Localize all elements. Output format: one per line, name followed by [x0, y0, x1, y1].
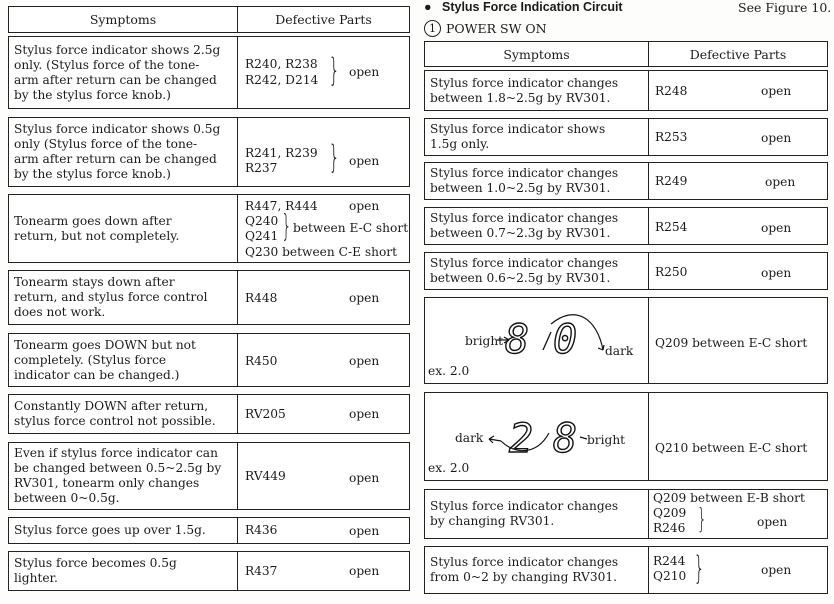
defective-parts-header: Defective Parts — [689, 46, 787, 62]
status-text: open — [349, 199, 380, 213]
parts-text: R241, R239 — [245, 146, 318, 160]
right-row-3 — [424, 162, 828, 200]
parts-text: RV205 — [245, 407, 286, 421]
symptom-text: Stylus force goes up over 1.5g. — [9, 518, 238, 543]
parts-text: Q209 between E-B short — [653, 491, 805, 505]
diagram-label-right: dark — [605, 344, 634, 358]
left-row-9 — [8, 551, 410, 591]
symptom-text: Even if stylus force indicator can be changed between 0.5~2.5g by RV301, tonearm only changes between 0~0.5g. — [9, 443, 238, 509]
seven-segment-digit: 2 — [509, 416, 534, 462]
right-row-8 — [424, 489, 828, 539]
status-text: open — [349, 564, 380, 578]
status-text: open — [349, 291, 380, 305]
parts-text: R237 — [245, 161, 278, 175]
symptom-text: Stylus force indicator changes from 0~2 by changing RV301. — [425, 547, 649, 593]
section-title: Stylus Force Indication Circuit — [442, 0, 623, 14]
parts-text: R253 — [655, 130, 688, 144]
symptoms-header: Symptoms — [9, 7, 238, 32]
status-text: open — [761, 221, 792, 235]
subtitle-number: 1 — [429, 22, 436, 35]
right-row-1 — [424, 70, 828, 111]
diagram-label-left: dark — [455, 431, 484, 445]
status-text: open — [761, 131, 792, 145]
parts-text: Q240 — [245, 214, 279, 228]
parts-text: Q209 between E-C short — [655, 336, 808, 350]
symptom-text: Stylus force indicator changes between 0.7~2.3g by RV301. — [425, 208, 649, 244]
parts-text: between E-C short — [293, 221, 409, 235]
right-row-5 — [424, 252, 828, 290]
brace-icon: } — [281, 209, 292, 244]
diagram-example: ex. 2.0 — [428, 364, 470, 378]
symptom-text: Stylus force indicator shows 0.5g only (Stylus force of the tone- arm after return can be changed by the stylus force knob.) — [9, 118, 238, 186]
bullet-icon: ● — [424, 0, 432, 14]
left-row-2 — [8, 117, 410, 187]
defective-parts-header: Defective Parts — [275, 12, 372, 27]
symptoms-header: Symptoms — [425, 42, 649, 66]
seven-segment-digit: 0 — [553, 317, 578, 363]
parts-text: R448 — [245, 291, 278, 305]
parts-text: Q209 — [653, 506, 687, 520]
parts-text: R437 — [245, 564, 278, 578]
parts-text: Q230 between C-E short — [245, 245, 397, 259]
symptom-text: Tonearm stays down after return, and stylus force control does not work. — [9, 271, 238, 324]
symptom-text: Stylus force indicator shows 2.5g only. (Stylus force of the tone- arm after return can be changed by the stylus force knob.) — [9, 37, 238, 108]
parts-text: R248 — [655, 84, 688, 98]
left-row-5 — [8, 333, 410, 387]
parts-text: R240, R238 — [245, 57, 318, 71]
left-row-3 — [8, 194, 410, 263]
left-row-4 — [8, 270, 410, 325]
parts-text: R249 — [655, 174, 688, 188]
parts-text: R242, D214 — [245, 73, 319, 87]
parts-text: R250 — [655, 265, 688, 279]
parts-text: RV449 — [245, 469, 286, 483]
brace-icon: } — [328, 138, 340, 176]
symptom-text: Stylus force indicator changes between 1.8~2.5g by RV301. — [425, 71, 649, 110]
symptom-text: Stylus force indicator changes between 0.6~2.5g by RV301. — [425, 253, 649, 289]
status-text: open — [349, 154, 380, 168]
symptom-text: Stylus force indicator shows 1.5g only. — [425, 119, 649, 155]
parts-text: R450 — [245, 354, 278, 368]
status-text: open — [761, 266, 792, 280]
brace-icon: } — [328, 51, 340, 89]
parts-text: R246 — [653, 521, 686, 535]
left-row-6 — [8, 394, 410, 434]
symptom-text: Tonearm goes DOWN but not completely. (Stylus force indicator can be changed.) — [9, 334, 238, 386]
left-row-8 — [8, 517, 410, 544]
parts-text: Q241 — [245, 229, 279, 243]
status-text: open — [761, 563, 792, 577]
left-row-7 — [8, 442, 410, 510]
display-diagram — [425, 393, 649, 480]
brace-icon: } — [693, 549, 705, 587]
status-text: open — [349, 65, 380, 79]
diagram-label-right: bright — [587, 433, 626, 447]
left-table-header — [8, 6, 410, 33]
right-row-9 — [424, 546, 828, 594]
symptom-text: Stylus force indicator changes between 1.0~2.5g by RV301. — [425, 163, 649, 199]
subtitle: POWER SW ON — [446, 21, 547, 36]
status-text: open — [761, 84, 792, 98]
display-diagram — [425, 298, 649, 383]
parts-text: R436 — [245, 523, 278, 537]
symptom-text: Stylus force becomes 0.5g lighter. — [9, 552, 238, 590]
parts-text: Q210 — [653, 569, 687, 583]
seven-segment-digit: 8 — [505, 317, 530, 363]
symptom-text: Stylus force indicator changes by changing RV301. — [425, 490, 649, 538]
diagram-arrows — [425, 298, 649, 385]
status-text: open — [349, 407, 380, 421]
right-row-7 — [424, 392, 828, 481]
right-row-4 — [424, 207, 828, 245]
parts-text: R244 — [653, 554, 686, 568]
status-text: open — [757, 515, 788, 529]
right-row-2 — [424, 118, 828, 156]
left-row-1 — [8, 36, 410, 109]
symptom-text: Tonearm goes down after return, but not completely. — [9, 195, 238, 262]
status-text: open — [349, 471, 380, 485]
number-circle-icon — [424, 20, 441, 37]
status-text: open — [349, 524, 380, 538]
parts-text: R254 — [655, 220, 688, 234]
diagram-example: ex. 2.0 — [428, 461, 470, 475]
brace-icon: } — [697, 502, 707, 535]
diagram-label-left: bright — [465, 334, 504, 348]
diagram-arrows — [425, 393, 649, 482]
status-text: open — [349, 354, 380, 368]
symptom-text: Constantly DOWN after return, stylus force control not possible. — [9, 395, 238, 433]
parts-text: Q210 between E-C short — [655, 441, 808, 455]
right-row-6 — [424, 297, 828, 384]
status-text: open — [765, 175, 796, 189]
see-figure-text: See Figure 10. — [738, 0, 832, 15]
right-table-header — [424, 41, 828, 67]
parts-text: R447, R444 — [245, 199, 318, 213]
seven-segment-digit: 8 — [553, 416, 578, 462]
